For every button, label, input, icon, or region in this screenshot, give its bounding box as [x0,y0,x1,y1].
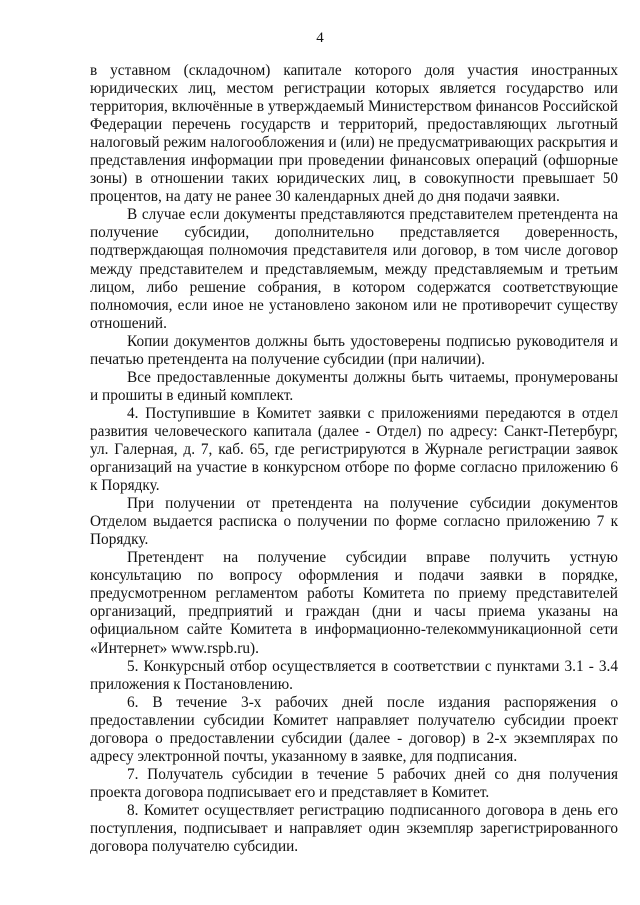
paragraph-documents-readable: Все предоставленные документы должны быть читаемы, пронумерованы и прошиты в единый комплект. [90,368,618,404]
paragraph-item-6: 6. В течение 3-х рабочих дней после издания распоряжения о предоставлении субсидии Комитет направляет получателю субсидии проект договора о предоставлении субсидии (далее - договор) в 2-х экземплярах по адресу электронной почты, указанному в заявке, для подписания. [90,693,618,765]
paragraph-item-4: 4. Поступившие в Комитет заявки с приложениями передаются в отдел развития человеческого капитала (далее - Отдел) по адресу: Санкт-Петербург, ул. Галерная, д. 7, каб. 65, где регистрируются в Журнале регистрации заявок организаций на участие в конкурсном отборе по форме согласно приложению 6 к Порядку. [90,404,618,495]
paragraph-continuation: в уставном (складочном) капитале которого доля участия иностранных юридических лиц, местом регистрации которых является государство или территория, включённые в утверждаемый Министерством финансов Российской Федерации перечень государств и территорий, предоставляющих льготный налоговый режим налогообложения и (или) не предусматривающих раскрытия и представления информации при проведении финансовых операций (офшорные зоны) в отношении таких юридических лиц, в совокупности превышает 50 процентов, на дату не ранее 30 календарных дней до дня подачи заявки. [90,62,618,206]
document-body [90,62,618,856]
paragraph-item-7: 7. Получатель субсидии в течение 5 рабочих дней со дня получения проекта договора подписывает его и представляет в Комитет. [90,765,618,801]
page-number: 4 [316,30,324,46]
paragraph-representative: В случае если документы представляются представителем претендента на получение субсидии, дополнительно представляется доверенность, подтверждающая полномочия представителя или договор, в том числе договор между представителем и представляемым, между представляемым и третьим лицом, либо решение собрания, в котором содержатся соответствующие полномочия, если иное не установлено законом или не противоречит существу отношений. [90,206,618,332]
paragraph-receipt: При получении от претендента на получение субсидии документов Отделом выдается расписка о получении по форме согласно приложению 7 к Порядку. [90,495,618,549]
paragraph-item-8: 8. Комитет осуществляет регистрацию подписанного договора в день его поступления, подписывает и направляет один экземпляр зарегистрированного договора получателю субсидии. [90,801,618,856]
paragraph-item-5: 5. Конкурсный отбор осуществляется в соответствии с пунктами 3.1 - 3.4 приложения к Постановлению. [90,657,618,693]
paragraph-consultation: Претендент на получение субсидии вправе получить устную консультацию по вопросу оформления и подачи заявки в порядке, предусмотренном регламентом работы Комитета по приему представителей организаций, предприятий и граждан (дни и часы приема указаны на официальном сайте Комитета в информационно-телекоммуникационной сети «Интернет» www.rspb.ru). [90,549,618,657]
paragraph-copies-certified: Копии документов должны быть удостоверены подписью руководителя и печатью претендента на получение субсидии (при наличии). [90,332,618,368]
